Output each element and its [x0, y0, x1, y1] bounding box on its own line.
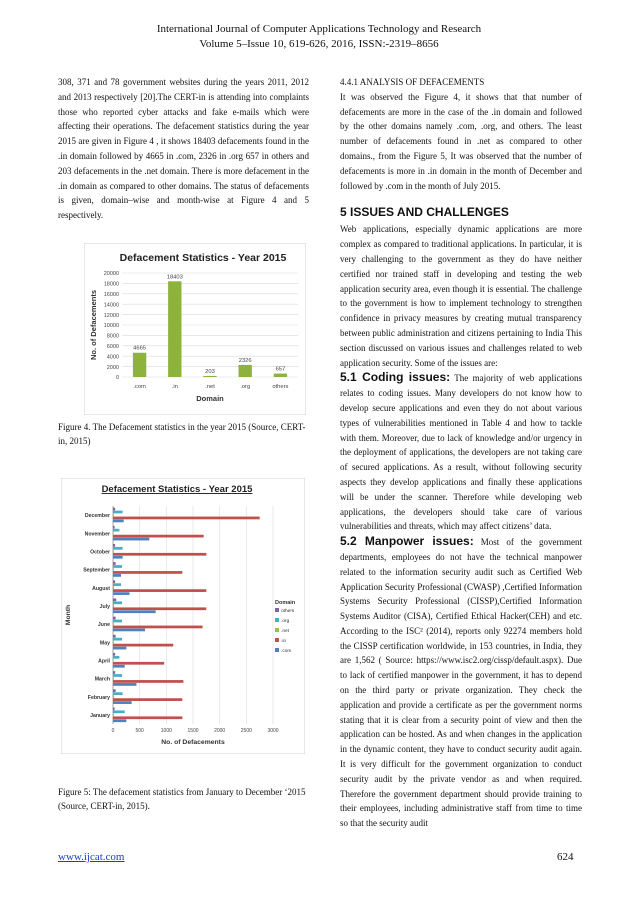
- x-tick-label: .in: [171, 384, 178, 390]
- right-column: [340, 75, 582, 831]
- y-tick-label: January: [90, 712, 110, 719]
- chart-title: Defacement Statistics - Year 2015: [119, 252, 287, 264]
- y-tick-label: 10000: [103, 323, 119, 330]
- data-label: 4665: [133, 345, 147, 352]
- manpower-text: Most of the government departments, employees do not have the technical manpower related to the information security audit such as Certified Web Application Security Professional (CWASP) ,Certified Information Systems Security Professional (CISSP),Certified Information Systems Auditor (CISA), Certified Ethical Hacker(CEH) and etc. According to the ISC² (2014), reports only 92274 members hold the CISSP certification worldwide, in 153 countries, in India, they are 1,562 ( Source: https://www.isc2.org/cissp/default.aspx). Due to lack of certified manpower in the government, it has to depend on the third party or private organization. They check the application and provide a certificate as per the government norms stating that it is clear from a security point of view and then the application can be hosted. As and when changes in the application in the dynamic content, they have to conduct security audit again. It is very difficult for the government organization to conduct security audit by the private vendor as and when required. Therefore the government department should provide training to their employees, including administrative staff from time to time so that the security audit: [340, 537, 582, 829]
- coding-text: The majority of web applications relates to coding issues. Many developers do not know how to develop secure applications and even they do not about various types of vulnerabilities mentioned in Table 4 and how to tackle with them. Moreover, due to lack of knowledge and/or urgency in the deployment of applications, the developers are not taking care of secured applications. As a result, without following security aspects they develop applications and finally these applications will be under the scanner. Therefore while developing web applications, the developers should take care of various vulnerabilities and threats, which may affect citizens’ data.: [340, 373, 582, 532]
- bar: [113, 641, 114, 644]
- bar: [274, 374, 287, 377]
- coding-paragraph: [340, 370, 582, 534]
- manpower-heading: 5.2 Manpower issues:: [340, 534, 474, 549]
- legend-swatch: [275, 648, 279, 652]
- analysis-paragraph: It was observed the Figure 4, it shows that that number of defacements are more in the case of the .in domain and followed by the other domains namely .com, .org, and others. The least number of defacements found in .net as compared to other domains., from the Figure 5, It was observed that the number of defacements is more in .in domain in the month of December and followed by .com in the month of July 2015.: [340, 91, 582, 191]
- bar: [113, 719, 126, 722]
- legend-title: Domain: [275, 600, 296, 606]
- bar: [113, 638, 122, 641]
- journal-header: [0, 22, 638, 52]
- bar: [113, 665, 125, 668]
- manpower-paragraph: [340, 534, 582, 831]
- bar: [113, 629, 145, 632]
- figure5-chart: [61, 478, 305, 754]
- y-tick-label: March: [94, 676, 110, 683]
- legend-swatch: [275, 628, 279, 632]
- bar: [133, 353, 146, 377]
- journal-title: International Journal of Computer Applications Technology and Research: [156, 23, 482, 35]
- bar: [113, 532, 114, 535]
- bar: [113, 656, 119, 659]
- bar: [113, 544, 115, 547]
- bar: [113, 535, 204, 538]
- bar: [113, 589, 206, 592]
- figure5-caption: Figure 5: The defacement statistics from January to December ‘2015 (Source, CERT-in, 2015).: [58, 787, 306, 811]
- bar: [113, 571, 182, 574]
- bar: [113, 671, 115, 674]
- y-tick-label: February: [87, 694, 110, 701]
- bar: [113, 607, 206, 610]
- y-tick-label: October: [90, 549, 110, 556]
- bar: [113, 601, 122, 604]
- bar: [113, 677, 114, 680]
- x-tick-label: .net: [205, 384, 215, 390]
- bar: [113, 674, 122, 677]
- bar: [113, 610, 156, 613]
- legend-entry: .org: [281, 619, 290, 624]
- bar: [239, 365, 252, 377]
- y-tick-label: 18000: [103, 281, 119, 288]
- legend-swatch: [275, 618, 279, 622]
- bar: [113, 713, 114, 716]
- bar: [113, 653, 115, 656]
- chart-title: Defacement Statistics - Year 2015: [101, 484, 253, 495]
- bar: [113, 580, 115, 583]
- bar: [113, 701, 132, 704]
- bar: [113, 620, 122, 623]
- y-tick-label: June: [97, 622, 110, 629]
- x-tick-label: 2500: [240, 728, 252, 734]
- subsection-heading: 4.4.1 ANALYSIS OF DEFACEMENTS: [340, 77, 485, 87]
- y-tick-label: December: [84, 513, 110, 520]
- y-axis-label: Month: [65, 604, 72, 626]
- bar: [113, 644, 173, 647]
- intro-paragraph: 308, 371 and 78 government websites during the years 2011, 2012 and 2013 respectively [20].The CERT-in is attending into complaints those who reported cyber attacks and fake e-mails which were affecting their operations. The defacement statistics during the year 2015 are given in Figure 4 , it shows 18403 defacements found in the .in domain followed by 4665 in .com, 2326 in .org 657 in others and 203 defacements in the .net domain. There is more defacement in the .in domain as compared to other domains. The status of defacements is given, domain–wise and month-wise at Figure 4 and 5 respectively.: [58, 77, 309, 221]
- figure4-chart: [84, 243, 306, 415]
- bar: [113, 635, 116, 638]
- bar: [113, 550, 114, 553]
- bar: [113, 659, 114, 662]
- bar: [113, 604, 114, 607]
- bar: [113, 598, 116, 601]
- figure4-svg: [84, 243, 306, 415]
- data-label: 203: [205, 368, 215, 375]
- y-tick-label: 14000: [103, 302, 119, 309]
- bar: [113, 511, 123, 514]
- x-tick-label: 1000: [160, 728, 172, 734]
- legend-entry: .com: [281, 649, 292, 654]
- x-axis-label: Domain: [196, 394, 224, 403]
- x-tick-label: 1500: [187, 728, 199, 734]
- legend-swatch: [275, 608, 279, 612]
- bar: [203, 376, 216, 377]
- x-tick-label: 3000: [267, 728, 279, 734]
- bar: [113, 568, 114, 571]
- bar: [113, 514, 114, 517]
- bar: [113, 562, 116, 565]
- y-tick-label: 8000: [106, 333, 119, 340]
- bar: [113, 526, 115, 529]
- bar: [113, 623, 114, 626]
- y-tick-label: July: [99, 603, 110, 610]
- bar: [113, 556, 123, 559]
- legend-entry: .net: [281, 629, 290, 634]
- x-tick-label: .com: [133, 384, 146, 390]
- legend-swatch: [275, 638, 279, 642]
- bar: [113, 716, 182, 719]
- bar: [168, 281, 181, 377]
- bar: [113, 508, 115, 511]
- left-column: [58, 75, 309, 223]
- journal-volume: Volume 5–Issue 10, 619-626, 2016, ISSN:-2319–8656: [199, 38, 439, 50]
- bar: [113, 689, 116, 692]
- bar: [113, 662, 164, 665]
- figure5-svg: [61, 478, 305, 754]
- footer-url-link[interactable]: www.ijcat.com: [58, 851, 125, 863]
- y-tick-label: 12000: [103, 312, 119, 319]
- bar: [113, 617, 116, 620]
- y-tick-label: 20000: [103, 271, 119, 278]
- bar: [113, 647, 126, 650]
- section-paragraph: Web applications, especially dynamic applications are more complex as compared to traditional applications. In particular, it is very challenging to the government as they do have neither certified nor trained staff in developing and testing the web application security area, even though it is essential. The challenge to the government is how to implement technology to strengthen confidence in privacy measures by creating mutual transparency between public administration and citizens pertaining to India This section discussed on various issues and challenges related to web application security. Some of the issues are:: [340, 224, 582, 368]
- bar: [113, 517, 260, 520]
- y-tick-label: August: [92, 585, 110, 592]
- y-tick-label: 0: [115, 375, 119, 382]
- y-tick-label: November: [84, 531, 110, 538]
- y-tick-label: May: [99, 640, 110, 647]
- bar: [113, 583, 121, 586]
- y-tick-label: 6000: [106, 344, 119, 350]
- section-heading: 5 ISSUES AND CHALLENGES: [340, 205, 509, 220]
- bar: [113, 565, 122, 568]
- bar: [113, 695, 114, 698]
- y-tick-label: April: [98, 658, 110, 665]
- y-tick-label: September: [83, 567, 110, 574]
- x-tick-label: 0: [111, 728, 115, 734]
- y-tick-label: 16000: [103, 292, 119, 298]
- coding-heading: 5.1 Coding issues:: [340, 370, 451, 385]
- x-tick-label: .org: [240, 384, 251, 390]
- bar: [113, 520, 124, 523]
- bar: [113, 680, 183, 683]
- x-tick-label: 2000: [214, 728, 226, 734]
- legend-entry: others: [281, 609, 295, 614]
- x-axis-label: No. of Defacements: [161, 739, 225, 746]
- bar: [113, 698, 182, 701]
- data-label: 2326: [238, 357, 252, 364]
- bar: [113, 553, 206, 556]
- x-tick-label: others: [272, 384, 289, 390]
- figure4-caption: Figure 4. The Defacement statistics in the year 2015 (Source, CERT-in, 2015): [58, 422, 306, 446]
- bar: [113, 710, 125, 713]
- bar: [113, 547, 123, 550]
- data-label: 18403: [166, 274, 183, 281]
- page-number: 624: [557, 851, 574, 863]
- bar: [113, 692, 123, 695]
- bar: [113, 626, 203, 629]
- bar: [113, 529, 119, 532]
- y-axis-label: No. of Defacements: [89, 289, 98, 361]
- bar: [113, 592, 130, 595]
- y-tick-label: 4000: [106, 354, 119, 361]
- bar: [113, 707, 115, 710]
- x-tick-label: 500: [135, 728, 144, 734]
- bar: [113, 586, 114, 589]
- bar: [113, 683, 136, 686]
- data-label: 657: [275, 366, 286, 373]
- bar: [113, 574, 121, 577]
- y-tick-label: 2000: [106, 364, 119, 371]
- bar: [113, 538, 149, 541]
- legend-entry: .in: [281, 639, 287, 644]
